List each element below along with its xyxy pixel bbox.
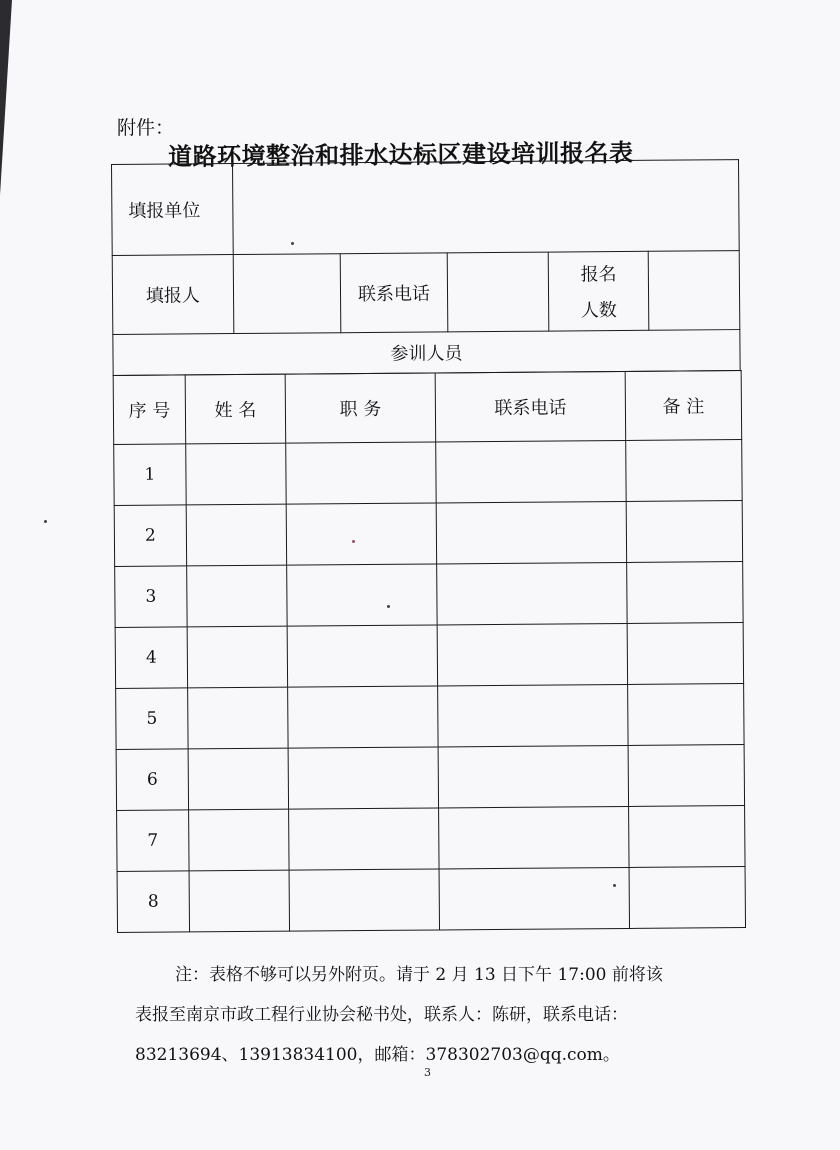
note-line-1: 注：表格不够可以另外附页。请于 2 月 13 日下午 17:00 前将该 [175,965,663,985]
page-number: 3 [424,1066,431,1079]
col-remark: 备 注 [625,370,742,440]
title-cell[interactable] [287,563,437,625]
name-cell[interactable] [186,504,286,566]
form-header-table [111,159,741,376]
scan-speck [44,520,47,523]
table-row [117,866,745,932]
count-label [548,251,649,331]
row-number: 1 [114,443,186,505]
remark-cell[interactable] [627,622,743,684]
row-number: 5 [116,687,188,749]
scan-speck [352,540,355,543]
count-label-line1: 报名 [580,264,617,286]
column-header-row [113,370,742,444]
note-line-2: 表报至南京市政工程行业协会秘书处，联系人：陈研，联系电话： [135,1005,628,1025]
remark-cell[interactable] [627,561,743,623]
participants-header: 参训人员 [113,330,740,376]
scan-edge-shadow [0,0,12,195]
title-cell[interactable] [289,807,439,869]
col-phone: 联系电话 [435,371,626,441]
count-label-line2: 人数 [580,300,617,322]
phone-cell[interactable] [438,745,628,807]
title-cell[interactable] [289,868,439,930]
registration-form [111,159,745,954]
row-number: 8 [117,870,189,932]
title-cell[interactable] [288,685,438,747]
remark-cell[interactable] [629,805,745,867]
row-number: 7 [117,809,189,871]
reporter-label: 填报人 [112,255,233,335]
note [135,955,735,1075]
table-row [115,622,743,688]
table-row [114,500,742,566]
name-cell[interactable] [189,870,289,932]
title-cell[interactable] [287,624,437,686]
phone-cell[interactable] [438,684,628,746]
name-cell[interactable] [186,443,286,505]
col-name: 姓 名 [185,374,286,444]
col-no: 序 号 [113,374,186,444]
phone-cell[interactable] [436,440,626,502]
remark-cell[interactable] [626,500,742,562]
contact-phone-label: 联系电话 [340,253,448,333]
remark-cell[interactable] [628,744,744,806]
form-title: 道路环境整治和排水达标区建设培训报名表 [167,137,634,172]
row-number: 2 [114,504,186,566]
count-field[interactable] [648,251,739,331]
note-line-3: 83213694、13913834100，邮箱：378302703@qq.com。 [135,1045,620,1065]
table-row [117,805,745,871]
remark-cell[interactable] [628,683,744,745]
unit-label: 填报单位 [112,164,233,256]
table-row [116,683,744,749]
scan-speck [613,884,616,887]
phone-cell[interactable] [439,867,629,929]
unit-field[interactable] [232,160,739,255]
phone-cell[interactable] [437,623,627,685]
phone-cell[interactable] [437,562,627,624]
table-row [115,561,743,627]
title-cell[interactable] [286,502,436,564]
table-row [116,744,744,810]
scan-speck [387,605,390,608]
attachment-label: 附件： [117,117,175,139]
contact-phone-field[interactable] [447,252,549,332]
row-number: 4 [115,626,187,688]
row-number: 6 [116,748,188,810]
name-cell[interactable] [189,809,289,871]
phone-cell[interactable] [439,806,629,868]
row-number: 3 [115,565,187,627]
col-title: 职 务 [285,372,436,442]
title-cell[interactable] [286,441,436,503]
table-row [114,439,742,505]
remark-cell[interactable] [629,866,745,928]
name-cell[interactable] [187,565,287,627]
name-cell[interactable] [188,687,288,749]
title-cell[interactable] [288,746,438,808]
remark-cell[interactable] [626,439,742,501]
phone-cell[interactable] [436,501,626,563]
reporter-field[interactable] [233,254,341,334]
name-cell[interactable] [188,748,288,810]
name-cell[interactable] [187,626,287,688]
scan-speck [291,242,294,245]
participants-table [113,370,746,933]
